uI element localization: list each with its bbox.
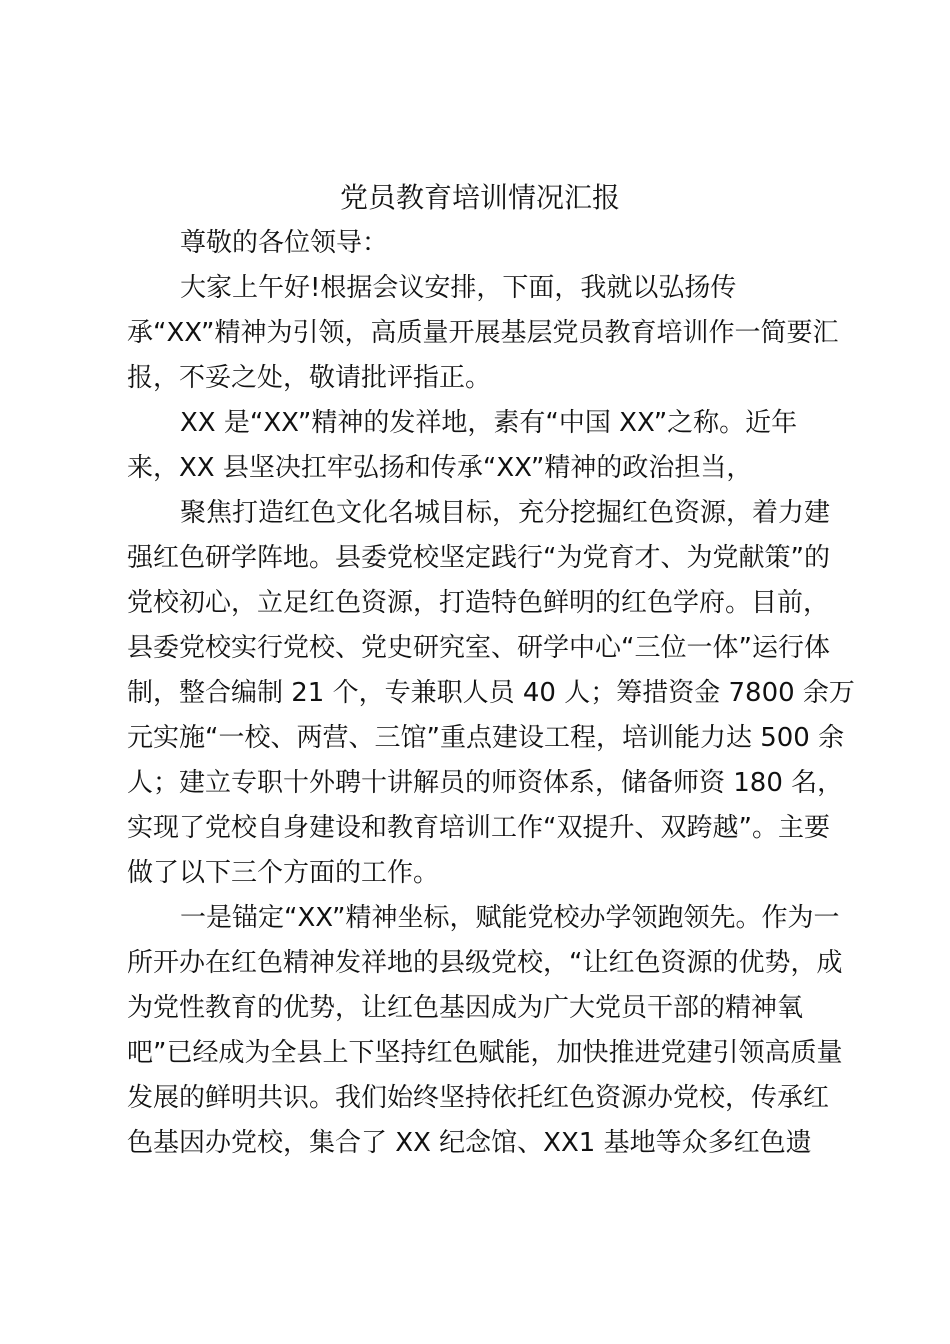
text-line: 色基因办党校，集合了 XX 纪念馆、XX1 基地等众多红色遗 — [127, 1128, 812, 1158]
text-line: 聚焦打造红色文化名城目标，充分挖掘红色资源，着力建 — [180, 498, 831, 528]
text-line: 吧”已经成为全县上下坚持红色赋能，加快推进党建引领高质量 — [127, 1038, 843, 1068]
text-line: 县委党校实行党校、党史研究室、研学中心“三位一体”运行体 — [127, 633, 830, 663]
text-line: 做了以下三个方面的工作。 — [127, 858, 440, 888]
text-line: 发展的鲜明共识。我们始终坚持依托红色资源办党校，传承红 — [127, 1083, 830, 1113]
document-title: 党员教育培训情况汇报 — [339, 181, 620, 214]
text-line: 强红色研学阵地。县委党校坚定践行“为党育才、为党献策”的 — [127, 543, 830, 573]
text-line: 报，不妥之处，敬请批评指正。 — [127, 363, 492, 393]
text-line: 人；建立专职十外聘十讲解员的师资体系，储备师资 180 名， — [127, 768, 844, 798]
text-line: 实现了党校自身建设和教育培训工作“双提升、双跨越”。主要 — [127, 813, 830, 843]
text-line: 尊敬的各位领导： — [180, 228, 389, 258]
text-line: 制，整合编制 21 个，专兼职人员 40 人；筹措资金 7800 余万 — [127, 678, 855, 708]
text-line: 党校初心，立足红色资源，打造特色鲜明的红色学府。目前， — [127, 588, 830, 618]
text-line: 大家上午好!根据会议安排，下面，我就以弘扬传 — [180, 273, 737, 303]
text-line: 所开办在红色精神发祥地的县级党校，“让红色资源的优势，成 — [127, 948, 843, 978]
text-line: XX 是“XX”精神的发祥地，素有“中国 XX”之称。近年 — [180, 408, 798, 438]
text-line: 元实施“一校、两营、三馆”重点建设工程，培训能力达 500 余 — [127, 723, 845, 753]
text-line: 来，XX 县坚决扛牢弘扬和传承“XX”精神的政治担当， — [127, 453, 753, 483]
text-line: 为党性教育的优势，让红色基因成为广大党员干部的精神氧 — [127, 993, 804, 1023]
text-line: 承“XX”精神为引领，高质量开展基层党员教育培训作一简要汇 — [127, 318, 839, 348]
text-line: 一是锚定“XX”精神坐标，赋能党校办学领跑领先。作为一 — [180, 903, 840, 933]
